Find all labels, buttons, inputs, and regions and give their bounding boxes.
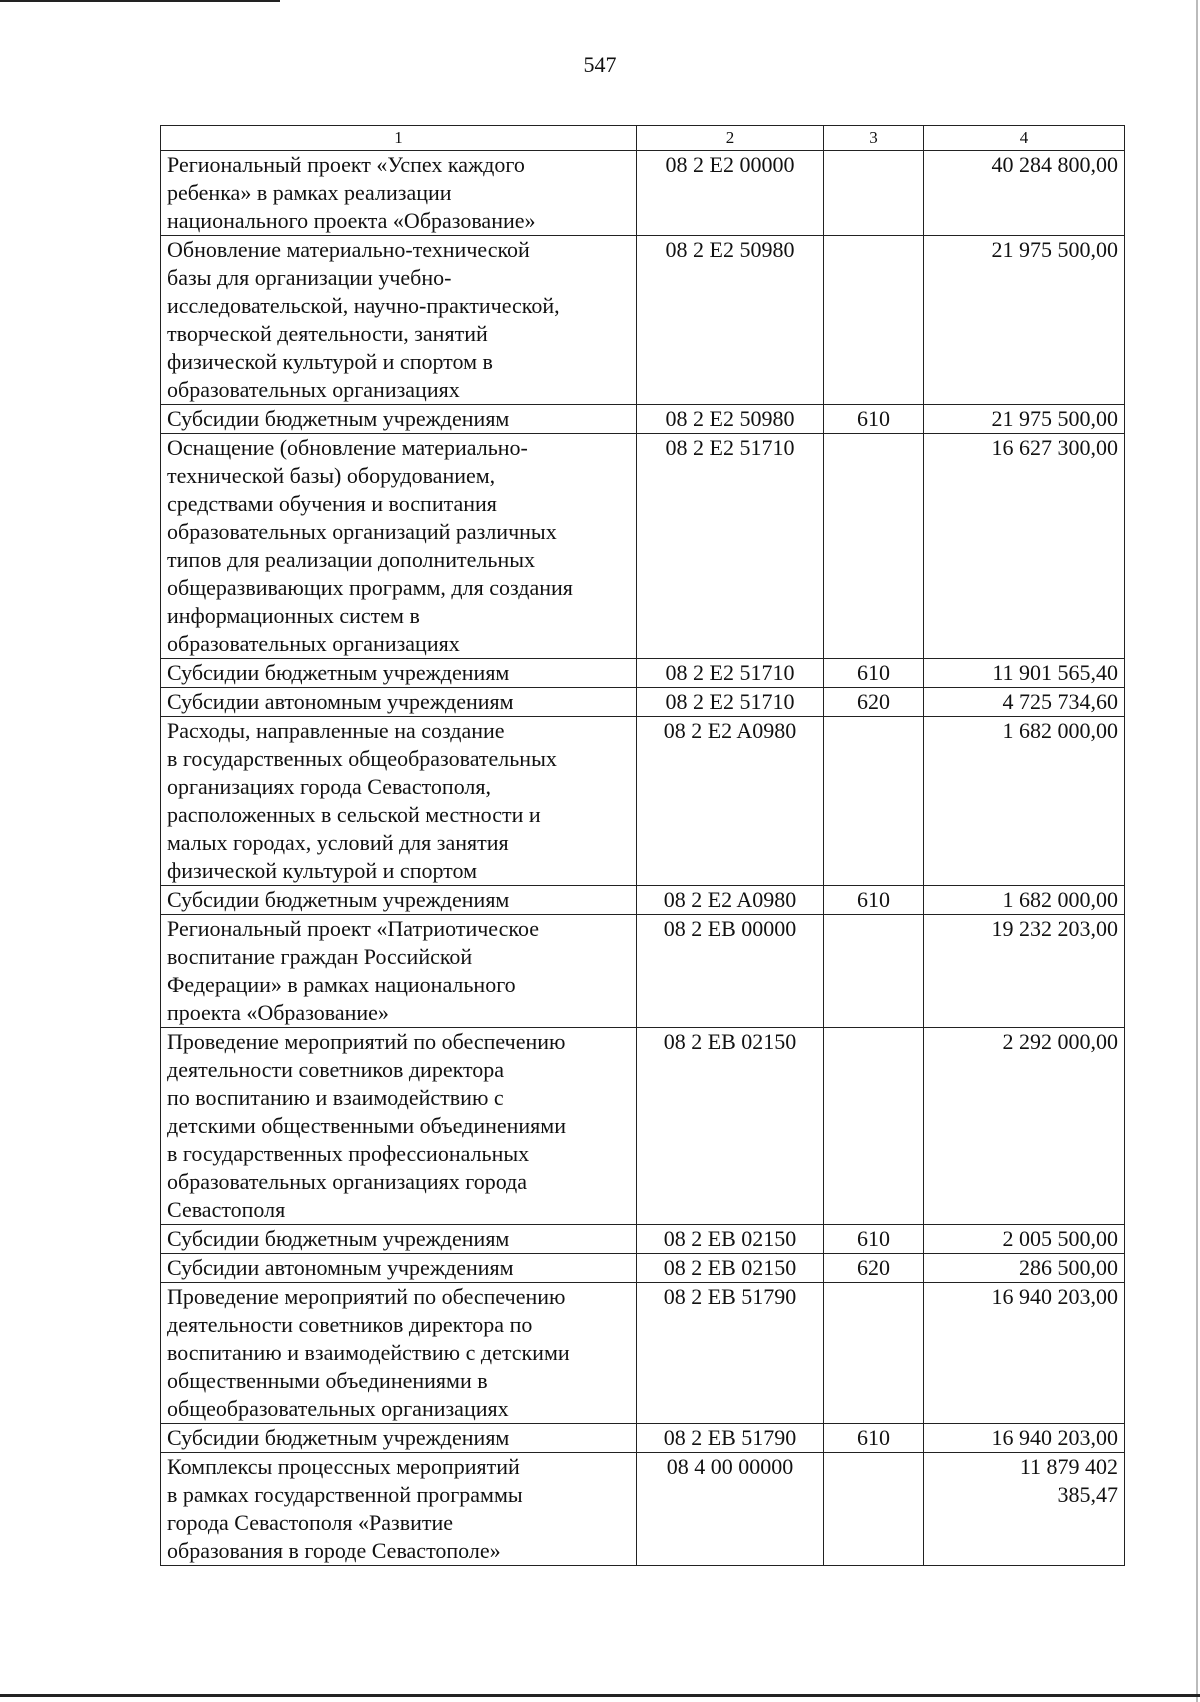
name-cell: Субсидии автономным учреждениям <box>161 688 637 717</box>
code-cell: 08 2 E2 51710 <box>637 659 824 688</box>
table-row <box>161 659 1125 688</box>
code-cell: 08 2 EB 02150 <box>637 1254 824 1283</box>
amount-cell: 19 232 203,00 <box>924 915 1125 1028</box>
header-cell-1: 1 <box>161 126 637 151</box>
amount-cell: 1 682 000,00 <box>924 717 1125 886</box>
table-row <box>161 236 1125 405</box>
expense-type-cell: 620 <box>824 1254 924 1283</box>
scan-edge-right <box>1196 0 1198 1702</box>
amount-cell: 16 940 203,00 <box>924 1283 1125 1424</box>
amount-cell: 21 975 500,00 <box>924 236 1125 405</box>
name-cell: Субсидии бюджетным учреждениям <box>161 886 637 915</box>
table-row <box>161 405 1125 434</box>
table-row <box>161 886 1125 915</box>
amount-cell: 4 725 734,60 <box>924 688 1125 717</box>
name-cell: Региональный проект «Патриотическое воспитание граждан Российской Федерации» в рамках национального проекта «Образование» <box>161 915 637 1028</box>
code-cell: 08 2 E2 50980 <box>637 405 824 434</box>
amount-cell: 1 682 000,00 <box>924 886 1125 915</box>
header-cell-2: 2 <box>637 126 824 151</box>
budget-table <box>160 125 1125 1566</box>
header-row <box>161 126 1125 151</box>
expense-type-cell: 610 <box>824 405 924 434</box>
header-cell-3: 3 <box>824 126 924 151</box>
name-cell: Комплексы процессных мероприятий в рамках государственной программы города Севастополя «Развитие образования в городе Севастополе» <box>161 1453 637 1566</box>
expense-type-cell <box>824 1453 924 1566</box>
table-row <box>161 434 1125 659</box>
expense-type-cell: 620 <box>824 688 924 717</box>
name-cell: Субсидии бюджетным учреждениям <box>161 1424 637 1453</box>
expense-type-cell <box>824 434 924 659</box>
expense-type-cell: 610 <box>824 1424 924 1453</box>
amount-cell: 16 940 203,00 <box>924 1424 1125 1453</box>
code-cell: 08 2 E2 51710 <box>637 688 824 717</box>
code-cell: 08 2 E2 A0980 <box>637 717 824 886</box>
code-cell: 08 2 E2 A0980 <box>637 886 824 915</box>
expense-type-cell <box>824 915 924 1028</box>
amount-cell: 11 901 565,40 <box>924 659 1125 688</box>
expense-type-cell <box>824 151 924 236</box>
table-row <box>161 151 1125 236</box>
page-number: 547 <box>583 52 617 77</box>
name-cell: Расходы, направленные на создание в государственных общеобразовательных организациях города Севастополя, расположенных в сельской местности и малых городах, условий для занятия физической культурой и спортом <box>161 717 637 886</box>
code-cell: 08 2 E2 51710 <box>637 434 824 659</box>
name-cell: Субсидии бюджетным учреждениям <box>161 1225 637 1254</box>
code-cell: 08 2 EB 02150 <box>637 1028 824 1225</box>
scan-edge-bottom <box>0 1694 1200 1697</box>
table-row <box>161 1028 1125 1225</box>
code-cell: 08 2 EB 51790 <box>637 1424 824 1453</box>
expense-type-cell: 610 <box>824 659 924 688</box>
table-row <box>161 1453 1125 1566</box>
table-row <box>161 1424 1125 1453</box>
name-cell: Проведение мероприятий по обеспечению деятельности советников директора по воспитанию и взаимодействию с детскими общественными объединениями в государственных профессиональных образовательных организациях города Севастополя <box>161 1028 637 1225</box>
expense-type-cell: 610 <box>824 886 924 915</box>
expense-type-cell <box>824 1283 924 1424</box>
amount-cell: 286 500,00 <box>924 1254 1125 1283</box>
expense-type-cell <box>824 1028 924 1225</box>
table-row <box>161 688 1125 717</box>
header-cell-4: 4 <box>924 126 1125 151</box>
name-cell: Оснащение (обновление материально- технической базы) оборудованием, средствами обучения и воспитания образовательных организаций различных типов для реализации дополнительных общеразвивающих программ, для создания информационных систем в образовательных организациях <box>161 434 637 659</box>
table-row <box>161 915 1125 1028</box>
amount-cell: 11 879 402 385,47 <box>924 1453 1125 1566</box>
name-cell: Субсидии бюджетным учреждениям <box>161 659 637 688</box>
code-cell: 08 2 EB 51790 <box>637 1283 824 1424</box>
expense-type-cell <box>824 717 924 886</box>
code-cell: 08 2 EB 00000 <box>637 915 824 1028</box>
name-cell: Региональный проект «Успех каждого ребенка» в рамках реализации национального проекта «Образование» <box>161 151 637 236</box>
amount-cell: 16 627 300,00 <box>924 434 1125 659</box>
code-cell: 08 2 E2 50980 <box>637 236 824 405</box>
code-cell: 08 2 EB 02150 <box>637 1225 824 1254</box>
scan-edge-top <box>0 0 280 2</box>
amount-cell: 40 284 800,00 <box>924 151 1125 236</box>
name-cell: Обновление материально-технической базы для организации учебно- исследовательской, научно-практической, творческой деятельности, занятий физической культурой и спортом в образовательных организациях <box>161 236 637 405</box>
amount-cell: 2 292 000,00 <box>924 1028 1125 1225</box>
name-cell: Проведение мероприятий по обеспечению деятельности советников директора по воспитанию и взаимодействию с детскими общественными объединениями в общеобразовательных организациях <box>161 1283 637 1424</box>
expense-type-cell <box>824 236 924 405</box>
code-cell: 08 4 00 00000 <box>637 1453 824 1566</box>
table-row <box>161 1283 1125 1424</box>
table-row <box>161 1254 1125 1283</box>
table-row <box>161 717 1125 886</box>
name-cell: Субсидии автономным учреждениям <box>161 1254 637 1283</box>
amount-cell: 21 975 500,00 <box>924 405 1125 434</box>
table-row <box>161 1225 1125 1254</box>
code-cell: 08 2 E2 00000 <box>637 151 824 236</box>
name-cell: Субсидии бюджетным учреждениям <box>161 405 637 434</box>
expense-type-cell: 610 <box>824 1225 924 1254</box>
amount-cell: 2 005 500,00 <box>924 1225 1125 1254</box>
